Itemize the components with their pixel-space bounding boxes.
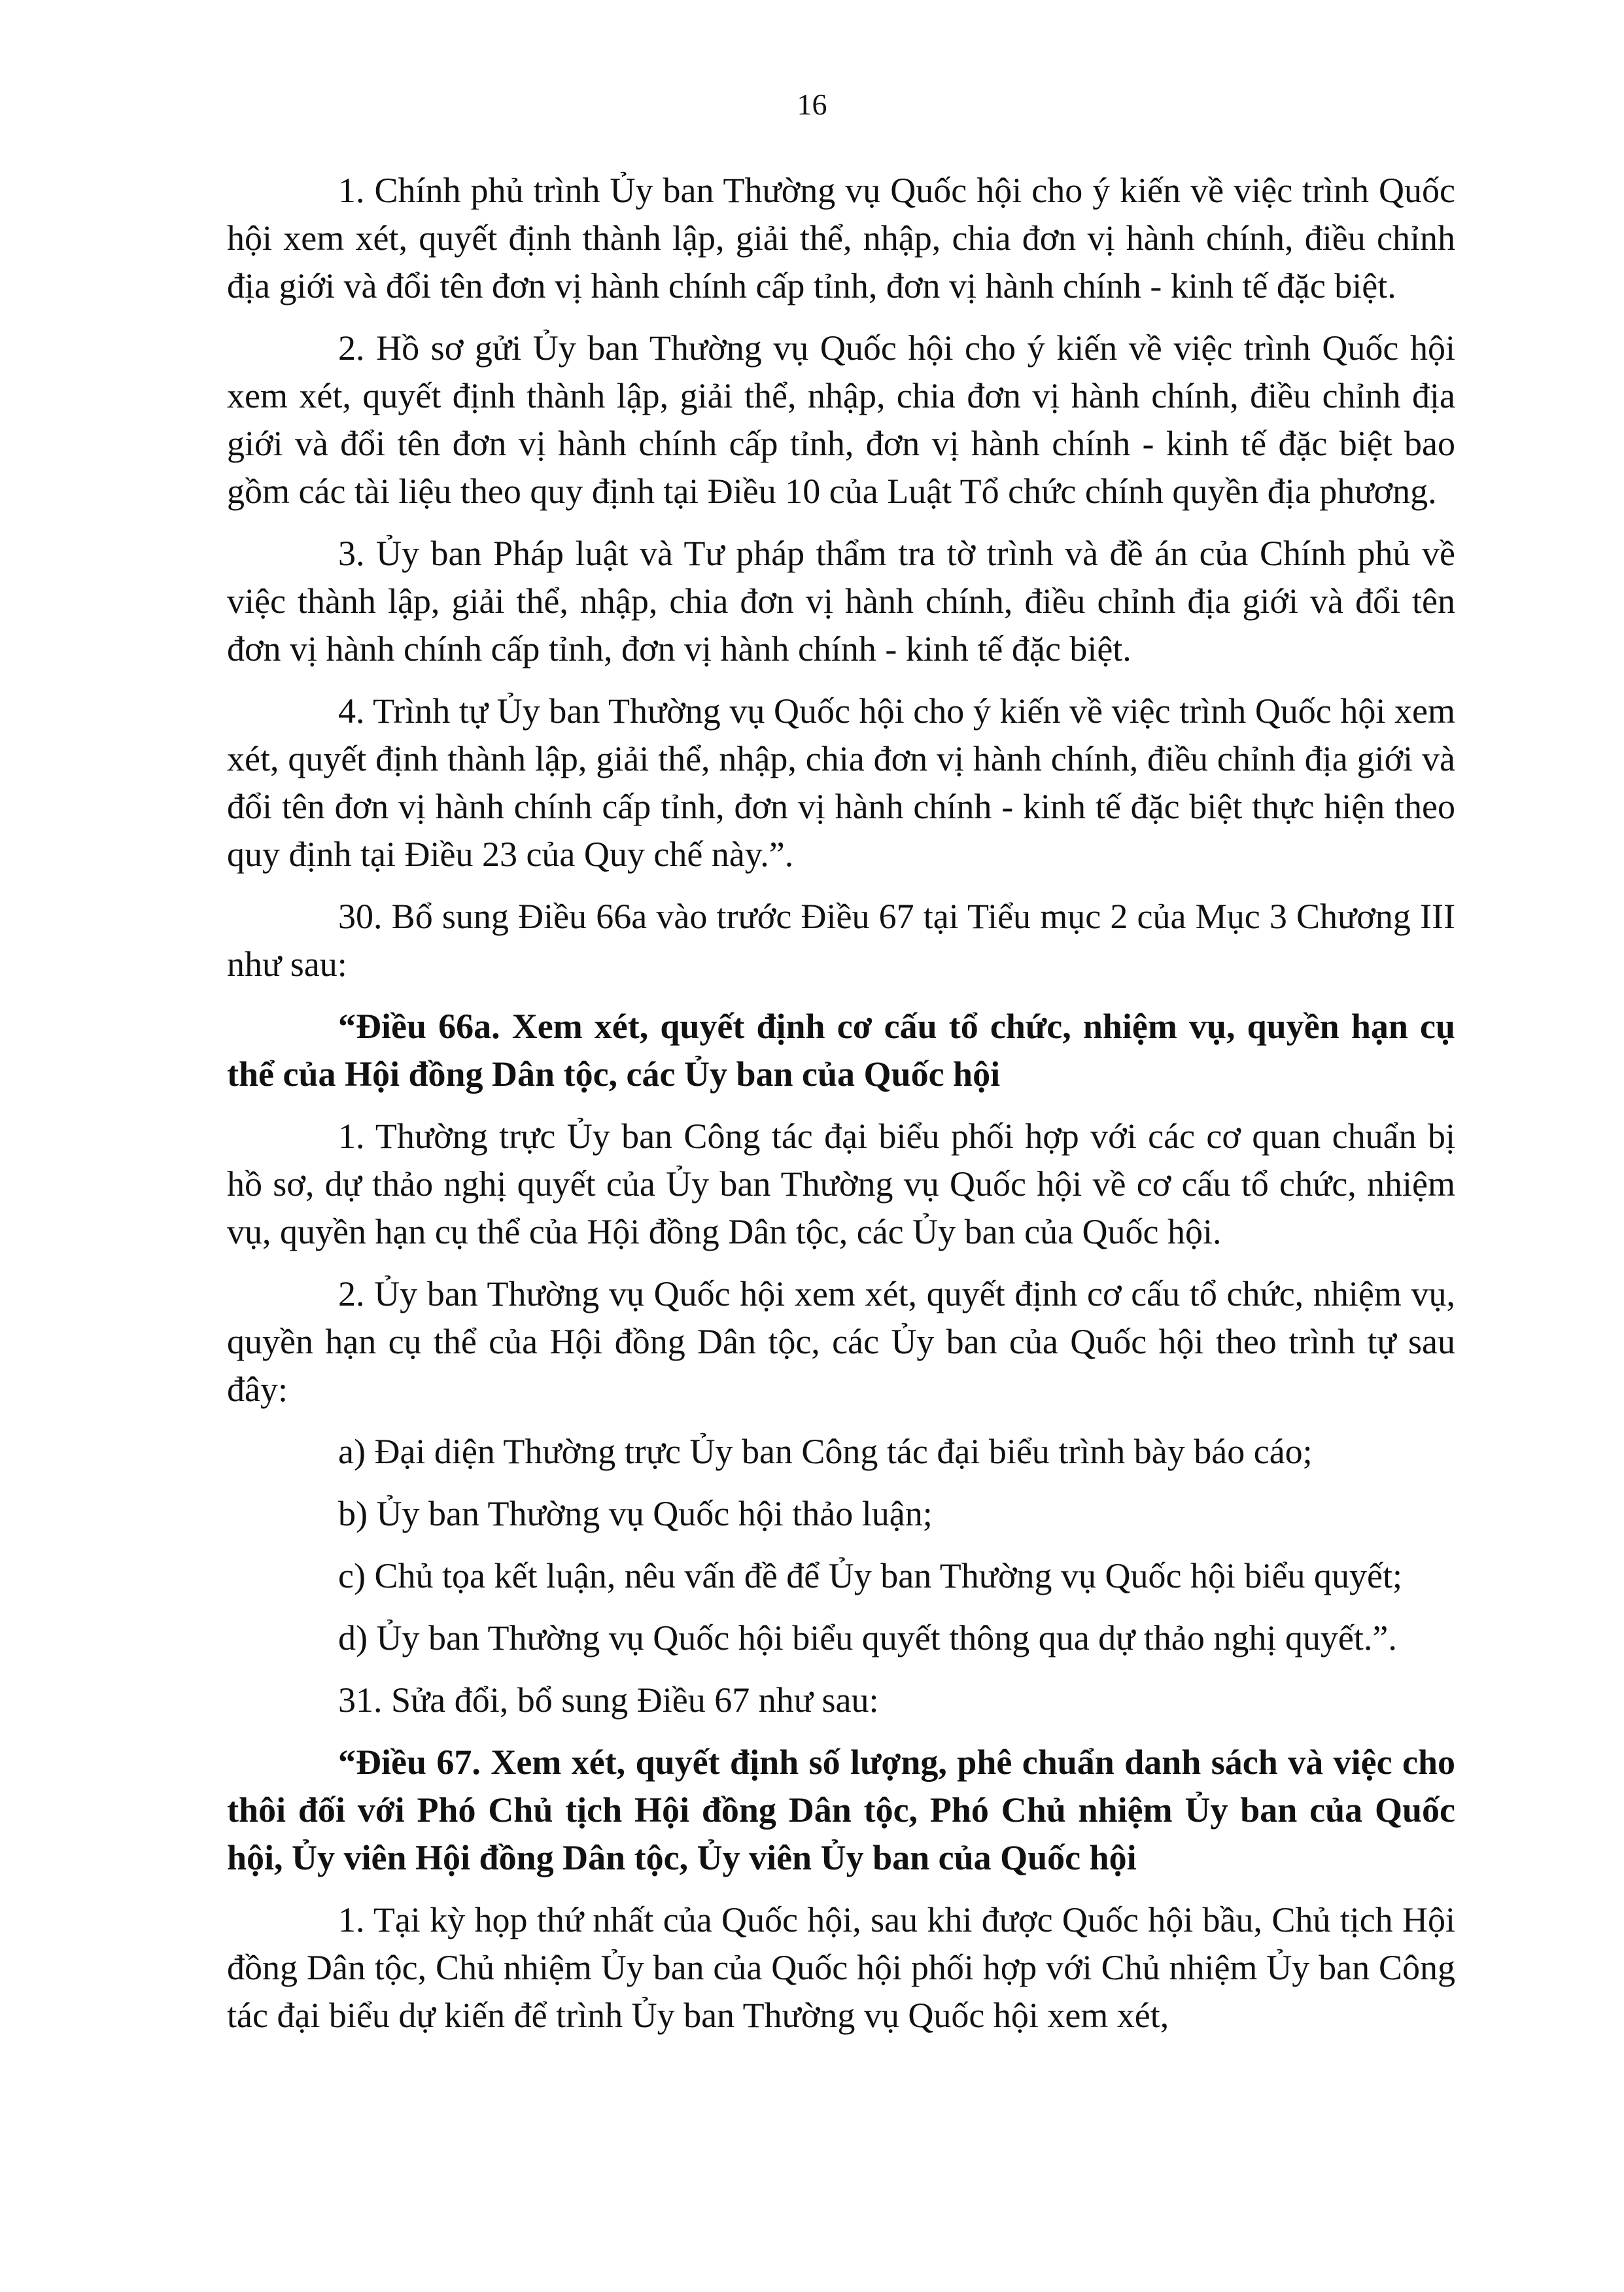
- list-item-b: b) Ủy ban Thường vụ Quốc hội thảo luận;: [338, 1494, 933, 1533]
- article-67-heading: “Điều 67. Xem xét, quyết định số lượng, phê chuẩn danh sách và việc cho thôi đối với Phó Chủ tịch Hội đồng Dân tộc, Phó Chủ nhiệm Ủy ban của Quốc hội, Ủy viên Hội đồng Dân tộc, Ủy viên Ủy ban của Quốc hội: [227, 1743, 1455, 1877]
- paragraph-art66-clause-1: 1. Chính phủ trình Ủy ban Thường vụ Quốc hội cho ý kiến về việc trình Quốc hội xem xét, quyết định thành lập, giải thể, nhập, chia đơn vị hành chính, điều chỉnh địa giới và đổi tên đơn vị hành chính cấp tỉnh, đơn vị hành chính - kinh tế đặc biệt.: [227, 171, 1455, 305]
- paragraph-amendment-30: 30. Bổ sung Điều 66a vào trước Điều 67 tại Tiểu mục 2 của Mục 3 Chương III như sau:: [227, 897, 1455, 984]
- list-item-a: a) Đại diện Thường trực Ủy ban Công tác đại biểu trình bày báo cáo;: [338, 1432, 1313, 1471]
- paragraph-art66a-clause-2: 2. Ủy ban Thường vụ Quốc hội xem xét, quyết định cơ cấu tổ chức, nhiệm vụ, quyền hạn cụ thể của Hội đồng Dân tộc, các Ủy ban của Quốc hội theo trình tự sau đây:: [227, 1274, 1455, 1409]
- paragraph-art66a-clause-1: 1. Thường trực Ủy ban Công tác đại biểu phối hợp với các cơ quan chuẩn bị hồ sơ, dự thảo nghị quyết của Ủy ban Thường vụ Quốc hội về cơ cấu tổ chức, nhiệm vụ, quyền hạn cụ thể của Hội đồng Dân tộc, các Ủy ban của Quốc hội.: [227, 1117, 1455, 1251]
- paragraph-art67-clause-1: 1. Tại kỳ họp thứ nhất của Quốc hội, sau khi được Quốc hội bầu, Chủ tịch Hội đồng Dân tộc, Chủ nhiệm Ủy ban của Quốc hội phối hợp với Chủ nhiệm Ủy ban Công tác đại biểu dự kiến để trình Ủy ban Thường vụ Quốc hội xem xét,: [227, 1900, 1455, 2035]
- page-number: 16: [797, 88, 827, 121]
- article-66a-heading: “Điều 66a. Xem xét, quyết định cơ cấu tổ chức, nhiệm vụ, quyền hạn cụ thể của Hội đồng Dân tộc, các Ủy ban của Quốc hội: [227, 1007, 1455, 1094]
- document-body: [227, 167, 1455, 2054]
- list-item-c: c) Chủ tọa kết luận, nêu vấn đề để Ủy ban Thường vụ Quốc hội biểu quyết;: [338, 1556, 1402, 1595]
- paragraph-art66-clause-2: 2. Hồ sơ gửi Ủy ban Thường vụ Quốc hội cho ý kiến về việc trình Quốc hội xem xét, quyết định thành lập, giải thể, nhập, chia đơn vị hành chính, điều chỉnh địa giới và đổi tên đơn vị hành chính cấp tỉnh, đơn vị hành chính - kinh tế đặc biệt bao gồm các tài liệu theo quy định tại Điều 10 của Luật Tổ chức chính quyền địa phương.: [227, 328, 1455, 511]
- paragraph-amendment-31: 31. Sửa đổi, bổ sung Điều 67 như sau:: [338, 1680, 879, 1720]
- paragraph-art66-clause-4: 4. Trình tự Ủy ban Thường vụ Quốc hội cho ý kiến về việc trình Quốc hội xem xét, quyết định thành lập, giải thể, nhập, chia đơn vị hành chính, điều chỉnh địa giới và đổi tên đơn vị hành chính cấp tỉnh, đơn vị hành chính - kinh tế đặc biệt thực hiện theo quy định tại Điều 23 của Quy chế này.”.: [227, 691, 1455, 874]
- paragraph-art66-clause-3: 3. Ủy ban Pháp luật và Tư pháp thẩm tra tờ trình và đề án của Chính phủ về việc thành lập, giải thể, nhập, chia đơn vị hành chính, điều chỉnh địa giới và đổi tên đơn vị hành chính cấp tỉnh, đơn vị hành chính - kinh tế đặc biệt.: [227, 534, 1455, 668]
- list-item-d: d) Ủy ban Thường vụ Quốc hội biểu quyết thông qua dự thảo nghị quyết.”.: [338, 1618, 1397, 1658]
